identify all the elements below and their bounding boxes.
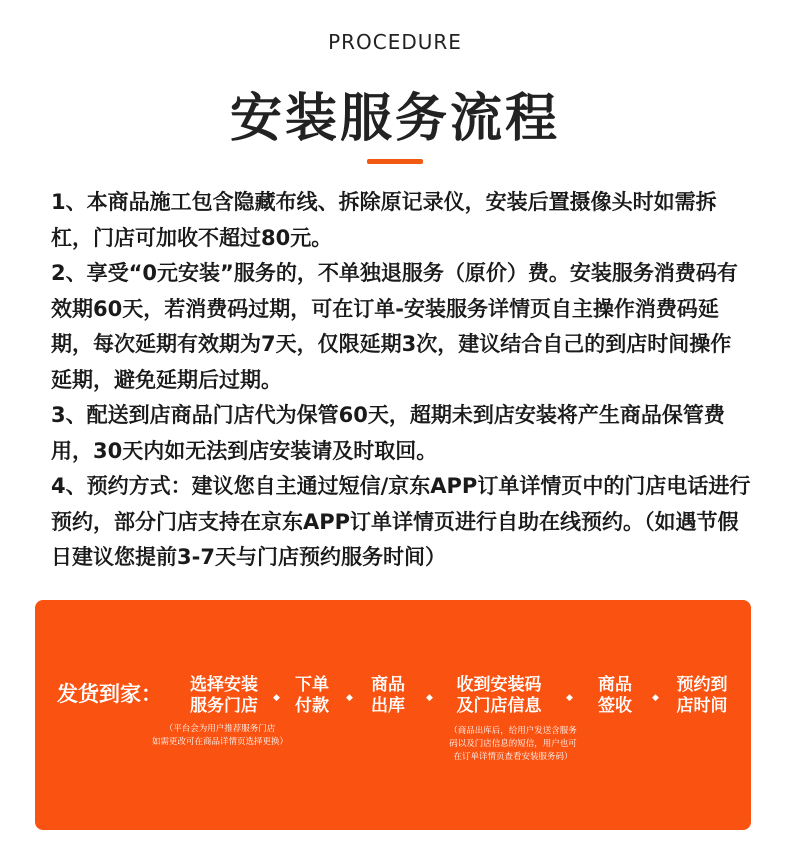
rule-item: 4、预约方式：建议您自主通过短信/京东APP订单详情页中的门店电话进行预约，部分门店支持在京东APP订单详情页进行自助在线预约。（如遇节假日建议您提前3-7天与门店预约服务时间） <box>51 474 751 569</box>
flow-note-line: 码以及门店信息的短信，用户也可 <box>449 739 577 749</box>
flow-note-line: 在订单详情页查看安装服务码） <box>453 752 573 762</box>
flow-step-line: 预约到 <box>676 675 728 695</box>
flow-step-receive-code <box>449 675 549 717</box>
flow-step-line: 收到安装码 <box>456 675 542 695</box>
rule-item: 3、配送到店商品门店代为保管60天，超期未到店安装将产生商品保管费用，30天内如无法到店安装请及时取回。 <box>51 403 725 463</box>
delivery-flow-panel <box>35 600 751 830</box>
rule-item: 2、享受“0元安装”服务的，不单独退服务（原价）费。安装服务消费码有效期60天，若消费码过期，可在订单-安装服务详情页自主操作消费码延期，每次延期有效期为7天，仅限延期3次，建议结合自己的到店时间操作延期，避免延期后过期。 <box>51 261 738 392</box>
title-underline <box>367 159 423 164</box>
flow-step-order-pay <box>290 675 334 717</box>
flow-note-store <box>125 723 315 749</box>
flow-step-line: 商品 <box>371 675 405 695</box>
flow-step-line: 付款 <box>295 696 329 716</box>
flow-step-line: 服务门店 <box>190 696 258 716</box>
flow-note-line: 如需更改可在商品详情页选择更换） <box>151 737 288 747</box>
rule-item: 1、本商品施工包含隐藏布线、拆除原记录仪，安装后置摄像头时如需拆杠，门店可加收不超过80元。 <box>51 190 717 250</box>
service-rules <box>51 185 751 576</box>
flow-step-line: 及门店信息 <box>456 696 542 716</box>
flow-arrow-icon: ◆ <box>426 693 433 703</box>
flow-step-line: 商品 <box>598 675 632 695</box>
section-eyebrow: PROCEDURE <box>328 30 462 54</box>
flow-step-line: 店时间 <box>676 696 728 716</box>
flow-step-line: 选择安装 <box>190 675 258 695</box>
flow-step-sign <box>593 675 637 717</box>
flow-step-select-store <box>183 675 265 717</box>
flow-note-code <box>413 725 613 764</box>
flow-arrow-icon: ◆ <box>273 693 280 703</box>
flow-step-line: 出库 <box>371 696 405 716</box>
flow-note-line: （平台会为用户推荐服务门店 <box>164 724 276 734</box>
flow-arrow-icon: ◆ <box>346 693 353 703</box>
flow-arrow-icon: ◆ <box>566 693 573 703</box>
flow-lead-label: 发货到家： <box>57 682 162 706</box>
flow-step-ship-out <box>366 675 410 717</box>
flow-note-line: （商品出库后，给用户发送含服务 <box>449 726 577 736</box>
flow-step-book-time <box>669 675 735 717</box>
flow-step-line: 下单 <box>295 675 329 695</box>
flow-arrow-icon: ◆ <box>652 693 659 703</box>
page-title: 安装服务流程 <box>229 89 560 149</box>
flow-step-line: 签收 <box>598 696 632 716</box>
